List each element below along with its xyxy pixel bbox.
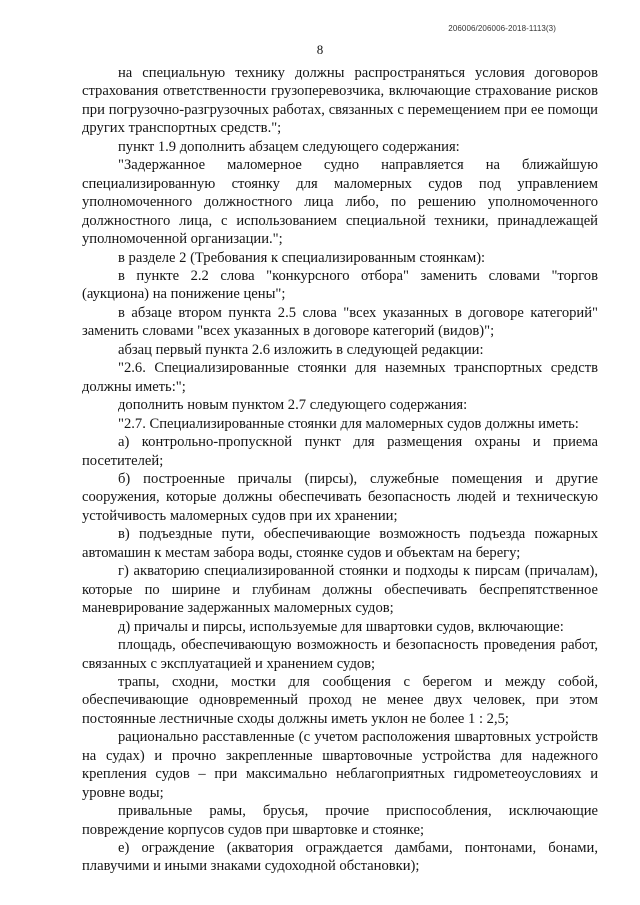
paragraph-14: г) акваторию специализированной стоянки и подходы к пирсам (причалам), которые по ширине и глубинам должны обеспечивать беспрепятственное маневрирование задержанных маломерных судов; bbox=[82, 563, 598, 617]
paragraph-12: б) построенные причалы (пирсы), служебные помещения и другие сооружения, которые должны обеспечивать безопасность людей и техническую устойчивость маломерных судов при их хранении; bbox=[82, 470, 598, 524]
paragraph-17: трапы, сходни, мостки для сообщения с берегом и между собой, обеспечивающие одновременный проход не менее двух человек, при этом постоянные лестничные сходы должны иметь уклон не более 1 : 2,5; bbox=[82, 673, 598, 727]
paragraph-19: привальные рамы, брусья, прочие приспособления, исключающие повреждение корпусов судов при швартовке и стоянке; bbox=[82, 803, 598, 838]
paragraph-15: д) причалы и пирсы, используемые для швартовки судов, включающие: bbox=[118, 618, 564, 635]
paragraph-4: в разделе 2 (Требования к специализированным стоянкам): bbox=[118, 249, 486, 266]
document-body bbox=[82, 64, 598, 876]
paragraph-20: е) ограждение (акватория ограждается дамбами, понтонами, бонами, плавучими и иными знаками судоходной обстановки); bbox=[82, 840, 598, 875]
paragraph-1: на специальную технику должны распространяться условия договоров страхования ответственности грузоперевозчика, включающие страхование рисков при погрузочно-разгрузочных работах, связанных с перемещением при ее помощи других транспортных средств."; bbox=[82, 65, 598, 137]
paragraph-10: "2.7. Специализированные стоянки для маломерных судов должны иметь: bbox=[118, 415, 579, 432]
paragraph-18: рационально расставленные (с учетом расположения швартовных устройств на судах) и прочно закрепленные швартовочные устройства для надежного крепления судов – при максимально неблагоприятных гидрометеоусловиях и уровне воды; bbox=[82, 729, 598, 801]
paragraph-13: в) подъездные пути, обеспечивающие возможность подъезда пожарных автомашин к местам забора воды, стоянке судов и объектам на берегу; bbox=[82, 526, 598, 561]
page-number: 8 bbox=[316, 42, 324, 57]
paragraph-7: абзац первый пункта 2.6 изложить в следующей редакции: bbox=[118, 341, 484, 358]
paragraph-11: а) контрольно-пропускной пункт для размещения охраны и приема посетителей; bbox=[82, 434, 598, 469]
paragraph-8: "2.6. Специализированные стоянки для наземных транспортных средств должны иметь:"; bbox=[82, 360, 598, 395]
paragraph-16: площадь, обеспечивающую возможность и безопасность проведения работ, связанных с эксплуатацией и хранением судов; bbox=[82, 637, 598, 672]
paragraph-9: дополнить новым пунктом 2.7 следующего содержания: bbox=[118, 397, 468, 414]
paragraph-6: в абзаце втором пункта 2.5 слова "всех указанных в договоре категорий" заменить словами "всех указанных в договоре категорий (видов)"; bbox=[82, 304, 598, 340]
paragraph-2: пункт 1.9 дополнить абзацем следующего содержания: bbox=[118, 138, 460, 155]
paragraph-3: "Задержанное маломерное судно направляется на ближайшую специализированную стоянку для маломерных судов под управлением уполномоченного должностного лица либо, по решению уполномоченного должностного лица, с использованием специальной техники, принадлежащей уполномоченной организации."; bbox=[82, 157, 598, 248]
document-id: 206006/206006-2018-1113(3) bbox=[448, 24, 556, 33]
paragraph-5: в пункте 2.2 слова "конкурсного отбора" заменить словами "торгов (аукциона) на понижение цены"; bbox=[82, 267, 598, 303]
